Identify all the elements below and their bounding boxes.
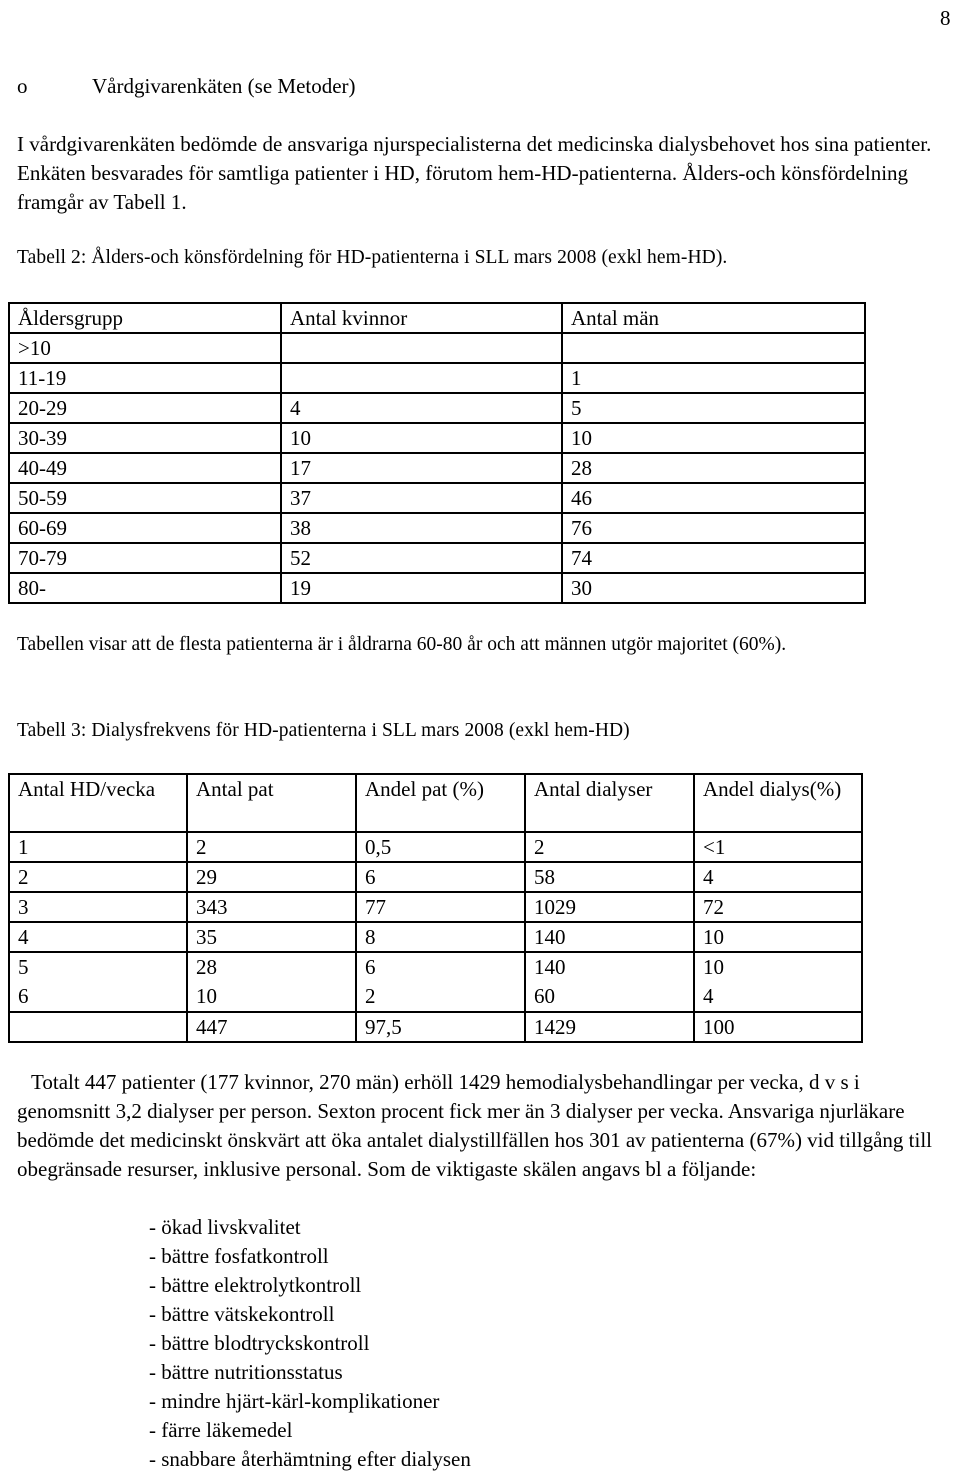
table-cell: 30 <box>562 573 865 603</box>
table-cell: 52 <box>281 543 562 573</box>
table-cell: 28 <box>562 453 865 483</box>
dialysis-frequency-table <box>8 773 863 1043</box>
table-cell <box>281 363 562 393</box>
table2-note: Tabellen visar att de flesta patienterna är i åldrarna 60-80 år och att männen utgör majoritet (60%). <box>17 634 787 655</box>
table-cell: 60-69 <box>9 513 281 543</box>
bullet-marker: o <box>17 74 28 98</box>
column-header: Antal män <box>562 303 865 333</box>
table-cell <box>281 333 562 363</box>
column-header: Antal kvinnor <box>281 303 562 333</box>
table-cell <box>9 952 187 1012</box>
table-cell: 3 <box>9 892 187 922</box>
table-cell: 29 <box>187 862 356 892</box>
cell-line: 4 <box>703 984 714 1008</box>
cell-line: 28 <box>196 955 217 979</box>
table-row <box>9 892 862 922</box>
table-cell: 4 <box>281 393 562 423</box>
list-item: - mindre hjärt-kärl-komplikationer <box>149 1389 440 1413</box>
table-cell: 6 <box>356 862 525 892</box>
table-cell: 0,5 <box>356 832 525 862</box>
table-cell: 447 <box>187 1012 356 1042</box>
table-cell <box>525 952 694 1012</box>
reasons-list <box>149 1213 471 1474</box>
cell-line: 6 <box>365 955 376 979</box>
summary-paragraph: Totalt 447 patienter (177 kvinnor, 270 män) erhöll 1429 hemodialysbehandlingar per vecka, d v s i genomsnitt 3,2 dialyser per person. Sexton procent fick mer än 3 dialyser per vecka. Ansvariga njurläkare bedömde det medicinskt önskvärt att öka antalet dialystillfällen hos 301 av patienterna (67%) vid tillgång till obegränsade resurser, inklusive personal. Som de viktigaste skälen angavs bl a följande: <box>17 1070 933 1181</box>
table-cell: 5 <box>562 393 865 423</box>
table-row <box>9 333 865 363</box>
table-cell: 38 <box>281 513 562 543</box>
list-item: - ökad livskvalitet <box>149 1215 301 1239</box>
table-cell: 8 <box>356 922 525 952</box>
table-row <box>9 832 862 862</box>
table-cell: 70-79 <box>9 543 281 573</box>
table-header-row <box>9 774 862 832</box>
table-row <box>9 922 862 952</box>
table-row <box>9 393 865 423</box>
age-gender-table <box>8 302 866 604</box>
column-header: Antal pat <box>187 774 356 832</box>
table-cell <box>356 952 525 1012</box>
column-header: Andel dialys(%) <box>694 774 862 832</box>
table-cell: 30-39 <box>9 423 281 453</box>
table-cell: 2 <box>187 832 356 862</box>
table-cell: 1029 <box>525 892 694 922</box>
table3-caption: Tabell 3: Dialysfrekvens för HD-patienterna i SLL mars 2008 (exkl hem-HD) <box>17 720 630 741</box>
table-row <box>9 513 865 543</box>
table-cell: 1 <box>9 832 187 862</box>
cell-line: 5 <box>18 955 29 979</box>
table-cell: 72 <box>694 892 862 922</box>
table-cell: 58 <box>525 862 694 892</box>
list-item: - bättre nutritionsstatus <box>149 1360 343 1384</box>
table-cell: 46 <box>562 483 865 513</box>
table-cell: 100 <box>694 1012 862 1042</box>
table-cell: 1429 <box>525 1012 694 1042</box>
page-number: 8 <box>940 6 951 30</box>
cell-line: 140 <box>534 955 566 979</box>
table-cell: 10 <box>694 922 862 952</box>
table-cell: 10 <box>281 423 562 453</box>
table-cell: 1 <box>562 363 865 393</box>
table-row-merged <box>9 952 862 1012</box>
table-cell: 10 <box>562 423 865 453</box>
table-cell: 20-29 <box>9 393 281 423</box>
table-cell: <1 <box>694 832 862 862</box>
table-cell: 35 <box>187 922 356 952</box>
table-cell: 140 <box>525 922 694 952</box>
table-cell: 4 <box>694 862 862 892</box>
table-cell <box>562 333 865 363</box>
table-cell: 74 <box>562 543 865 573</box>
list-item: - snabbare återhämtning efter dialysen <box>149 1447 471 1471</box>
table-cell: 17 <box>281 453 562 483</box>
list-item: - färre läkemedel <box>149 1418 293 1442</box>
table-row <box>9 483 865 513</box>
table-cell <box>9 1012 187 1042</box>
table-cell <box>694 952 862 1012</box>
table-cell: 37 <box>281 483 562 513</box>
section-heading: Vårdgivarenkäten (se Metoder) <box>92 74 356 98</box>
table-cell: >10 <box>9 333 281 363</box>
intro-paragraph: I vårdgivarenkäten bedömde de ansvariga njurspecialisterna det medicinska dialysbehovet hos sina patienter. Enkäten besvarades för samtliga patienter i HD, förutom hem-HD-patienterna. Ålders-och könsfördelning framgår av Tabell 1. <box>17 132 932 214</box>
table-cell: 77 <box>356 892 525 922</box>
cell-line: 10 <box>196 984 217 1008</box>
table-row <box>9 573 865 603</box>
table-row <box>9 453 865 483</box>
list-item: - bättre fosfatkontroll <box>149 1244 329 1268</box>
table-row <box>9 423 865 453</box>
cell-line: 6 <box>18 984 29 1008</box>
column-header: Åldersgrupp <box>9 303 281 333</box>
table-cell: 4 <box>9 922 187 952</box>
section-bullet <box>17 72 356 101</box>
column-header: Andel pat (%) <box>356 774 525 832</box>
column-header: Antal dialyser <box>525 774 694 832</box>
table-cell: 11-19 <box>9 363 281 393</box>
column-header: Antal HD/vecka <box>9 774 187 832</box>
table-cell: 80- <box>9 573 281 603</box>
table-cell: 2 <box>9 862 187 892</box>
table-row <box>9 862 862 892</box>
table-total-row <box>9 1012 862 1042</box>
cell-line: 2 <box>365 984 376 1008</box>
table-cell: 19 <box>281 573 562 603</box>
list-item: - bättre elektrolytkontroll <box>149 1273 362 1297</box>
table-cell: 343 <box>187 892 356 922</box>
table-cell: 2 <box>525 832 694 862</box>
table-cell <box>187 952 356 1012</box>
table-cell: 50-59 <box>9 483 281 513</box>
list-item: - bättre blodtryckskontroll <box>149 1331 370 1355</box>
table-header-row <box>9 303 865 333</box>
cell-line: 60 <box>534 984 555 1008</box>
table-cell: 76 <box>562 513 865 543</box>
table-row <box>9 543 865 573</box>
table2-caption: Tabell 2: Ålders-och könsfördelning för HD-patienterna i SLL mars 2008 (exkl hem-HD). <box>17 247 728 268</box>
cell-line: 10 <box>703 955 724 979</box>
list-item: - bättre vätskekontroll <box>149 1302 335 1326</box>
table-cell: 40-49 <box>9 453 281 483</box>
table-row <box>9 363 865 393</box>
table-cell: 97,5 <box>356 1012 525 1042</box>
